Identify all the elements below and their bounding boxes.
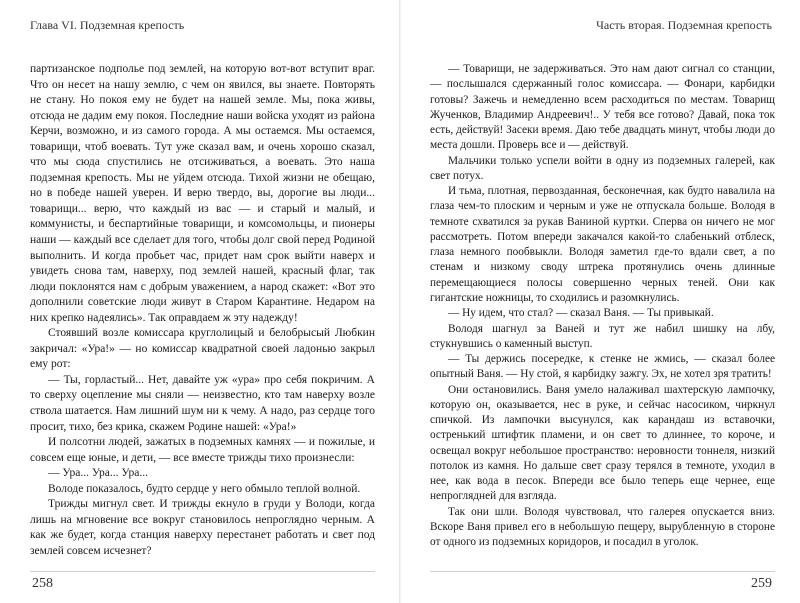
running-head-left: Глава VI. Подземная крепость [30,18,185,32]
paragraph: И тьма, плотная, первозданная, бесконечная, как будто навалила на глаза чем-то плоским и черным и уже не отпускала больше. Володя в темноте схватился за рукав Ваниной куртки. Сперва он ничего не мог рассмотреть. Потом впереди закачался какой-то слабенький отблеск, глаза немного пообвыкли. Володя заметил где-то вдали свет, а по стенам и низкому своду штрека протянулись очень длинные перемещающиеся полосы совершенно черных теней. Они как гигантские ножницы, то сходились и разомкнулись. [430,185,775,304]
paragraph: — Ура... Ура... Ура... [48,467,148,480]
paragraph: Володе показалось, будто сердце у него обмыло теплой волной. [48,482,361,495]
paragraph: Трижды мигнул свет. И трижды екнуло в груди у Володи, когда лишь на мгновение все вокруг становилось непроглядно черным. А как же будет, когда станция наверху перестанет работать и свет под землей совсем исчезнет? [30,498,375,557]
page-number-left: 258 [32,576,53,591]
right-page [400,0,800,603]
paragraph: — Товарищи, не задерживаться. Это нам дают сигнал со станции, — послышался сдержанный голос комиссара. — Фонари, карбидки готовы? Зажечь и немедленно всем расходиться по местам. Товарищ Жученков, Владимир Андреевич!.. У тебя все готово? Давай, пока ток есть, действуй! Засеки время. Даю тебе двадцать минут, чтобы люди до места дошли. Проверь все и — действуй. [430,63,775,152]
paragraph: партизанское подполье под землей, на которую вот-вот вступит враг. Что он несет на нашу землю, с чем он явился, вы знаете. Повторять не стану. Но покоя ему не будет на нашей земле. Мы, пока живы, отсюда не дадим ему покоя. Последние наши войска уходят из района Керчи, возможно, и из самого города. А мы остаемся. Мы остаемся, товарищи, чтоб воевать. Тут уже сказал вам, и очень хорошо сказал, что мы сюда спустились не отсиживаться, а воевать. Это наша подземная крепость. Мы не уйдем отсюда. Тихой жизни не обещаю, но в победе нашей уверен. И верю твердо, вы, дорогие вы люди... товарищи... верю, что каждый из вас — и старый и малый, и коммунисты, и беспартийные товарищи, и комсомольцы, и пионеры наши — каждый все сделает для того, чтобы долг свой перед Родиной выполнить. И когда пробьет час, придет нам срок выйти наверх и увидеть снова там, наверху, под землей нашей, красный флаг, так люди поклонятся нам с добрым уважением, а народ скажет: «Вот это дополнили советские люди живут в Старом Карантине. Недаром на них крепко надеялись». Так оправдаем ж эту надежду! [30,63,375,324]
left-page-text [30,62,375,560]
footer-rule-left [30,571,375,572]
page-number-right: 259 [751,576,772,591]
paragraph: Так они шли. Володя чувствовал, что галерея опускается вниз. Вскоре Ваня привел его в небольшую пещеру, вырубленную в стороне от одного из подземных коридоров, и посадил в уголок. [430,505,775,549]
running-head-right: Часть вторая. Подземная крепость [596,18,772,32]
paragraph: — Ну идем, что стал? — сказал Ваня. — Ты привыкай. [448,307,714,320]
paragraph: И полсотни людей, зажатых в подземных камнях — и пожилые, и совсем еще юные, и дети, — все вместе трижды тихо произнесли: [30,436,375,464]
paragraph: — Ты держись посередке, к стенке не жмись, — сказал более опытный Ваня. — Ну стой, я карбидку зажгу. Эх, не хотел зря тратить! [430,353,775,381]
right-page-text [430,62,775,551]
paragraph: Они остановились. Ваня умело налаживал шахтерскую лампочку, которую он, оказывается, нес в руке, и сейчас насосиком, чиркнул спичкой. Из лампочки высунулся, как карандаш из вставочки, остренький штифтик пламени, и он свет то длиннее, то короче, и освещал вокруг небольшое пространство: неровности тоннеля, низкий потолок из камня. Но дальше свет сразу терялся в темноте, уходил в нее, как вода в песок. Впереди все было теперь еще чернее, еще непроглядней для взгляда. [430,383,775,503]
paragraph: Стоявший возле комиссара круглолицый и белобрысый Любкин закричал: «Ура!» — но комиссар квадратной своей ладонью закрыл ему рот: [30,327,375,371]
footer-rule-right [430,571,775,572]
paragraph: — Ты, горластый... Нет, давайте уж «ура» про себя покричим. А то сверху оцепление мы сняли — неизвестно, кто там наверху возле ствола шатается. Нам лишний шум ни к чему. А надо, раз сердце того просит, тихо, без крика, скажем Родине нашей: «Ура!» [30,373,375,433]
paragraph: Володя шагнул за Ваней и тут же набил шишку на лбу, стукнувшись о каменный выступ. [430,322,775,350]
paragraph: Мальчики только успели войти в одну из подземных галерей, как свет потух. [430,154,775,182]
